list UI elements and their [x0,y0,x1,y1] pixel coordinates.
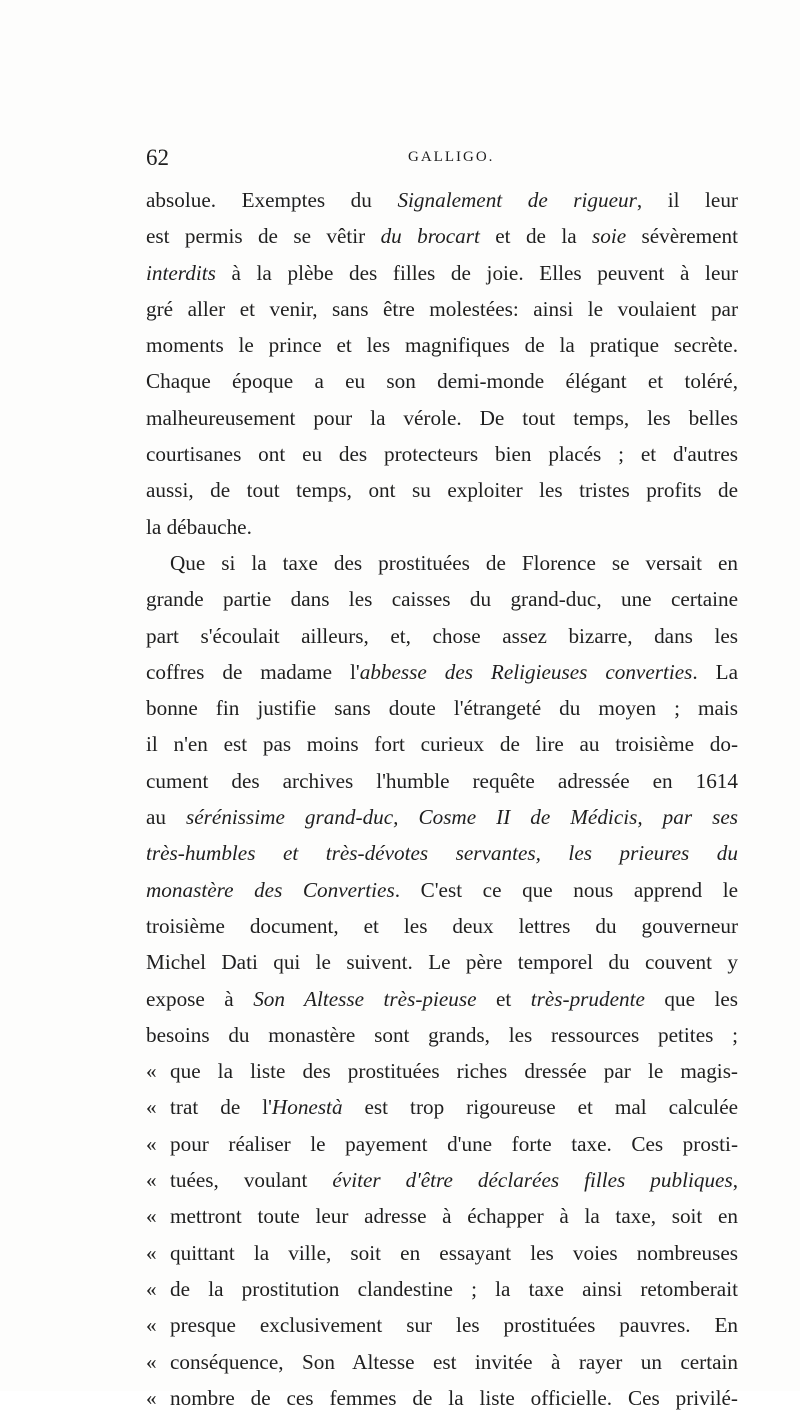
text-run: cument des archives l'humble requête adressée en 1614 [146,768,738,793]
text-line [146,726,738,762]
text-line [146,799,738,835]
text-line [146,1344,738,1380]
text-run: de la prostitution clandestine ; la taxe ainsi retomberait [170,1276,738,1301]
italic-run: monastère des Converties [146,877,395,902]
text-line [146,981,738,1017]
text-run: que la liste des prostituées riches dressée par le magis- [170,1059,738,1084]
text-run: Chaque époque a eu son demi-monde élégant et toléré, [146,369,738,394]
italic-run: du brocart [380,224,480,249]
text-line [146,1089,738,1125]
text-run: sévèrement [626,224,738,249]
italic-run: soie [592,224,627,249]
text-run: expose à [146,986,254,1011]
text-run: malheureusement pour la vérole. De tout temps, les belles [146,405,738,430]
text-line [146,1235,738,1271]
page-header [146,145,738,175]
text-line [146,872,738,908]
text-line [146,291,738,327]
text-line [146,363,738,399]
text-run: Michel Dati qui le suivent. Le père temporel du couvent y [146,950,738,975]
text-line [146,944,738,980]
text-line [146,255,738,291]
page-number: 62 [146,145,169,170]
quote-mark: « [146,1095,157,1120]
text-line [146,436,738,472]
quote-mark: « [146,1168,157,1193]
text-run: gré aller et venir, sans être molestées: ainsi le voulaient par [146,296,738,321]
text-run: que les [644,986,738,1011]
text-run: est permis de se vêtir [146,224,381,249]
text-run: part s'écoulait ailleurs, et, chose assez bizarre, dans les [146,623,738,648]
text-line [146,218,738,254]
text-line [146,581,738,617]
quote-mark: « [146,1349,157,1374]
text-run: absolue. Exemptes du [146,188,398,212]
text-line [146,1126,738,1162]
text-line [146,472,738,508]
text-run: et [476,986,531,1011]
text-run: quittant la ville, soit en essayant les voies nombreuses [170,1240,738,1265]
text-run: trat de l' [170,1095,272,1120]
text-run: aussi, de tout temps, ont su exploiter les tristes profits de [146,478,738,503]
text-line [146,908,738,944]
text-run: courtisanes ont eu des protecteurs bien placés ; et d'autres [146,442,738,467]
quote-mark: « [146,1131,157,1156]
text-run: Que si la taxe des prostituées de Florence se versait en [170,550,738,575]
quote-mark: « [146,1313,157,1338]
text-run: coffres de madame l' [146,659,360,684]
italic-run: Son Altesse très-pieuse [253,986,477,1011]
text-run: . C'est ce que nous apprend le [394,877,738,902]
quote-mark: « [146,1385,157,1410]
text-line [146,835,738,871]
text-line [146,1380,738,1416]
quote-mark: « [146,1059,157,1084]
text-run: est trop rigoureuse et mal calculée [342,1095,738,1120]
quote-mark: « [146,1204,157,1229]
text-run: il n'en est pas moins fort curieux de lire au troisième do- [146,732,738,757]
text-run: grande partie dans les caisses du grand-duc, une certaine [146,587,738,612]
running-title: GALLIGO. [408,149,495,165]
text-run: au [146,805,187,830]
text-run: mettront toute leur adresse à échapper à la taxe, soit en [170,1204,738,1229]
text-run: troisième document, et les deux lettres du gouverneur [146,913,738,938]
text-run: nombre de ces femmes de la liste officielle. Ces privilé- [170,1385,738,1410]
italic-run: abbesse des Religieuses converties [359,659,693,684]
text-run: bonne fin justifie sans doute l'étrangeté du moyen ; mais [146,696,738,721]
italic-run: Signalement de rigueur [397,188,637,212]
text-line [146,1162,738,1198]
text-run: presque exclusivement sur les prostituées pauvres. En [170,1313,738,1338]
text-run: à la plèbe des filles de joie. Elles peuvent à leur [215,260,738,285]
text-run: moments le prince et les magnifiques de la pratique secrète. [146,333,738,358]
text-line [146,1017,738,1053]
text-line [146,545,738,581]
text-line [146,400,738,436]
quote-mark: « [146,1240,157,1265]
text-line [146,1053,738,1089]
text-line [146,690,738,726]
text-line [146,763,738,799]
italic-run: sérénissime grand-duc, Cosme II de Médicis, par ses [186,805,738,830]
italic-run: très-humbles et très-dévotes servantes, les prieures du [146,841,738,866]
text-run: pour réaliser le payement d'une forte taxe. Ces prosti- [170,1131,738,1156]
text-line [146,327,738,363]
italic-run: éviter d'être déclarées filles publiques [332,1168,733,1193]
text-line [146,618,738,654]
italic-run: Honestà [271,1095,343,1120]
quote-mark: « [146,1276,157,1301]
text-line [146,1307,738,1343]
text-run: , [732,1168,738,1193]
body-text [146,182,738,1416]
text-line [146,509,738,545]
text-line [146,1271,738,1307]
text-run: . La [692,659,738,684]
text-run: besoins du monastère sont grands, les ressources petites ; [146,1022,738,1047]
text-run: et de la [479,224,592,249]
italic-run: très-prudente [530,986,645,1011]
text-run: conséquence, Son Altesse est invitée à rayer un certain [170,1349,738,1374]
italic-run: interdits [146,260,216,285]
text-line [146,654,738,690]
text-run: tuées, voulant [170,1168,333,1193]
text-run: , il leur [636,188,738,212]
text-line [146,1198,738,1234]
text-line [146,182,738,218]
text-run: la débauche. [146,514,252,539]
